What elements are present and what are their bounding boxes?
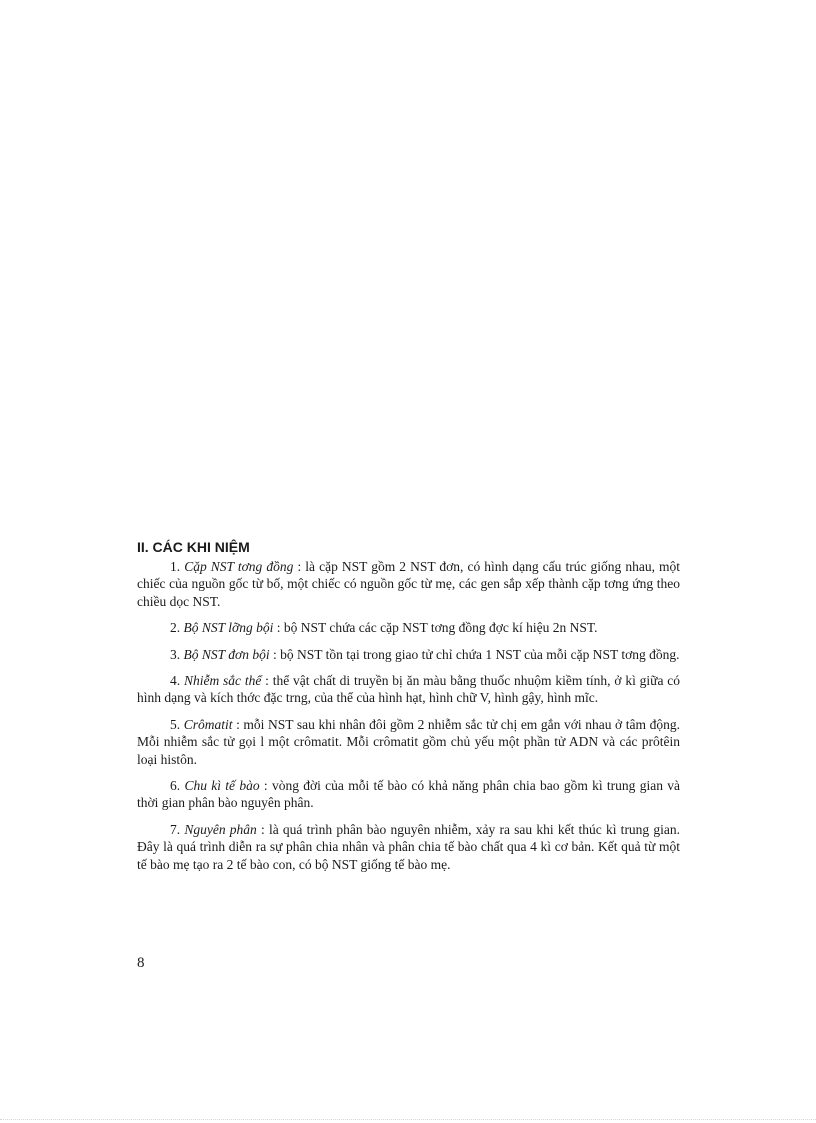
page-number: 8	[137, 955, 145, 971]
item-number: 2.	[170, 620, 181, 636]
item-text: : mỗi NST sau khi nhân đôi gồm 2 nhiễm sắc tử chị em gắn với nhau ở tâm động. Mỗi nhiễm sắc tử gọi l một crômatit. Mỗi crômatit gồm chủ yếu một phần tử ADN và các prôtêin loại histôn.	[137, 716, 680, 767]
item-number: 4.	[170, 673, 181, 689]
definition-item-4	[137, 672, 680, 707]
item-term: Nguyên phân	[184, 821, 257, 837]
item-term: Bộ NST lỡng bội	[183, 620, 274, 636]
item-text: : là cặp NST gồm 2 NST đơn, có hình dạng cấu trúc giống nhau, một chiếc của nguồn gốc từ bố, một chiếc có nguồn gốc từ mẹ, các gen sắp xếp thành cặp tơng ứng theo chiều dọc NST.	[137, 559, 681, 609]
definition-item-7	[137, 821, 680, 873]
item-term: Nhiễm sắc thể	[183, 673, 262, 689]
page-bottom-divider	[0, 1119, 816, 1120]
section-heading: II. CÁC KHI NIỆM	[137, 539, 250, 555]
item-text: : bộ NST chứa các cặp NST tơng đồng đợc kí hiệu 2n NST.	[276, 620, 598, 636]
item-number: 6.	[170, 778, 181, 794]
item-number: 1.	[170, 559, 181, 574]
item-number: 7.	[170, 821, 181, 837]
item-term: Crômatit	[183, 716, 233, 732]
section-content	[137, 538, 680, 882]
definition-item-6	[137, 777, 680, 812]
definition-item-5	[137, 716, 680, 768]
item-text: : bộ NST tồn tại trong giao tử chỉ chứa 1 NST của mỗi cặp NST tơng đồng.	[272, 646, 680, 662]
item-text: : vòng đời của mỗi tế bào có khả năng phân chia bao gồm kì trung gian và thời gian phân bào nguyên phân.	[137, 778, 681, 811]
item-text: : là quá trình phân bào nguyên nhiễm, xảy ra sau khi kết thúc kì trung gian. Đây là quá trình diễn ra sự phân chia nhân và phân chia tế bào chất qua 4 kì cơ bản. Kết quả từ một tế bào mẹ tạo ra 2 tế bào con, có bộ NST giống tế bào mẹ.	[137, 821, 681, 872]
definition-item-2	[137, 619, 680, 636]
item-text: : thể vật chất di truyền bị ăn màu bằng thuốc nhuộm kiềm tính, ở kì giữa có hình dạng và kích thớc đặc trng, của thể của hình hạt, hình chữ V, hình gậy, hình mĩc.	[137, 673, 681, 706]
definition-item-1	[137, 558, 680, 610]
item-term: Bộ NST đơn bội	[183, 646, 270, 662]
item-term: Chu kì tế bào	[184, 778, 260, 794]
item-number: 3.	[170, 646, 181, 662]
item-term: Cặp NST tơng đồng	[184, 559, 294, 574]
item-number: 5.	[170, 716, 181, 732]
definition-item-3	[137, 646, 680, 663]
